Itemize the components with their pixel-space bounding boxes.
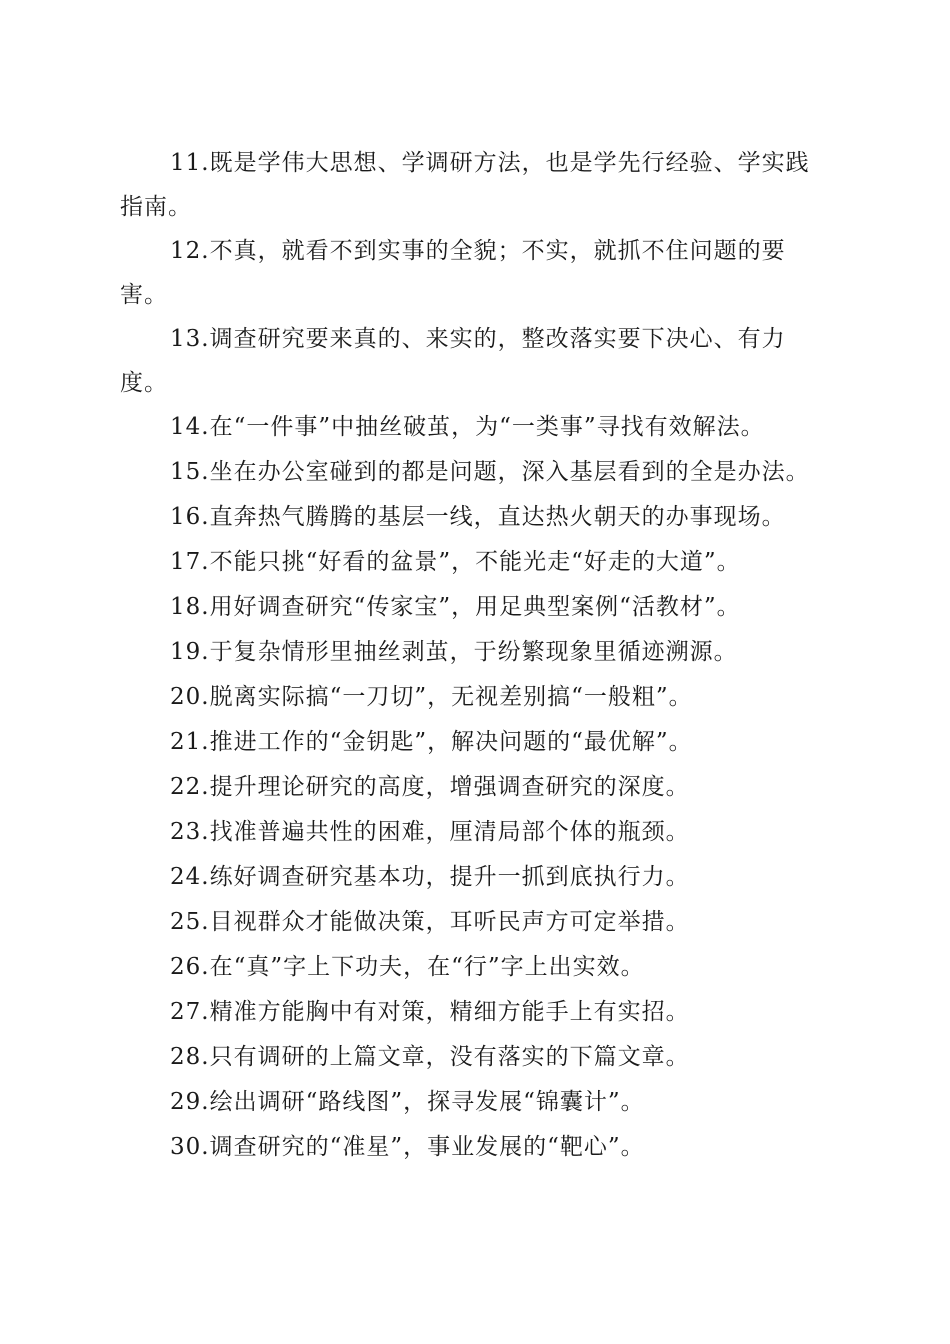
list-item-17: 17.不能只挑“好看的盆景”，不能光走“好走的大道”。 [170,549,741,575]
list-item-25: 25.目视群众才能做决策，耳听民声方可定举措。 [170,909,690,935]
list-item-20: 20.脱离实际搞“一刀切”，无视差别搞“一般粗”。 [170,684,693,710]
list-item-27: 27.精准方能胸中有对策，精细方能手上有实招。 [170,999,690,1025]
list-item-22: 22.提升理论研究的高度，增强调查研究的深度。 [170,774,690,800]
list-item-15: 15.坐在办公室碰到的都是问题，深入基层看到的全是办法。 [170,459,810,485]
list-item-14: 14.在“一件事”中抽丝破茧，为“一类事”寻找有效解法。 [170,414,765,440]
list-item-18: 18.用好调查研究“传家宝”，用足典型案例“活教材”。 [170,594,741,620]
document-body [120,141,832,1170]
list-item-26: 26.在“真”字上下功夫，在“行”字上出实效。 [170,954,645,980]
list-item-24: 24.练好调查研究基本功，提升一抓到底执行力。 [170,864,690,890]
list-item-11: 11.既是学伟大思想、学调研方法，也是学先行经验、学实践指南。 [120,150,810,220]
list-item-30: 30.调查研究的“准星”，事业发展的“靶心”。 [170,1134,645,1160]
list-item-29: 29.绘出调研“路线图”，探寻发展“锦囊计”。 [170,1089,645,1115]
list-item-19: 19.于复杂情形里抽丝剥茧，于纷繁现象里循迹溯源。 [170,639,738,665]
list-item-13: 13.调查研究要来真的、来实的，整改落实要下决心、有力度。 [120,326,786,396]
list-item-28: 28.只有调研的上篇文章，没有落实的下篇文章。 [170,1044,690,1070]
list-item-23: 23.找准普遍共性的困难，厘清局部个体的瓶颈。 [170,819,690,845]
list-item-12: 12.不真，就看不到实事的全貌；不实，就抓不住问题的要害。 [120,238,786,308]
list-item-16: 16.直奔热气腾腾的基层一线，直达热火朝天的办事现场。 [170,504,786,530]
list-item-21: 21.推进工作的“金钥匙”，解决问题的“最优解”。 [170,729,693,755]
